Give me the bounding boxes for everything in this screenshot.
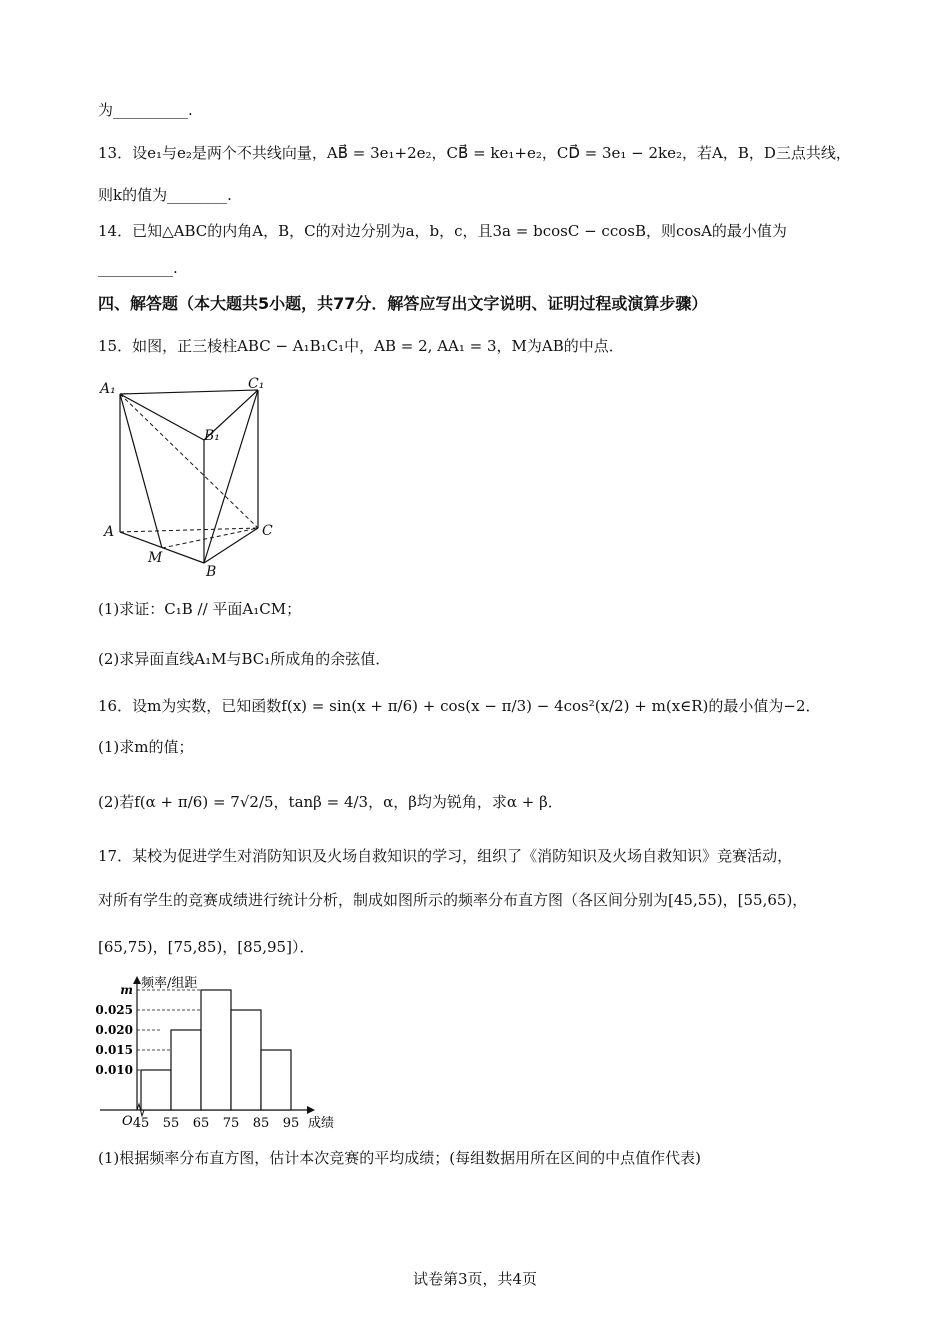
histogram-bar [261, 1050, 291, 1110]
q17-text-cont: 对所有学生的竞赛成绩进行统计分析，制成如图所示的频率分布直方图（各区间分别为[45,55)，[55,65)， [98, 891, 808, 909]
q16-text: 16．设m为实数，已知函数f(x) = sin(x + π/6) + cos(x − π/3) − 4cos²(x/2) + m(x∈R)的最小值为−2． [98, 697, 821, 715]
q16-part2: (2)若f(α + π/6) = 7√2/5，tanβ = 4/3，α，β均为锐角，求α + β． [98, 793, 563, 811]
q12-tail: 为__________. [98, 101, 193, 119]
q13-text-cont: 则k的值为________. [98, 186, 232, 204]
q16-part1: (1)求m的值； [98, 738, 194, 756]
x-tick-label: 85 [252, 1116, 270, 1131]
q15-text: 15．如图，正三棱柱ABC − A₁B₁C₁中，AB = 2, AA₁ = 3，M为AB的中点． [98, 337, 624, 355]
histogram-bar [201, 990, 231, 1110]
q15-part2: (2)求异面直线A₁M与BC₁所成角的余弦值． [98, 650, 391, 668]
q14-blank: __________. [98, 259, 178, 277]
y-tick-label: 0.015 [95, 1043, 133, 1057]
x-tick-label: 75 [222, 1116, 240, 1131]
y-axis-label: 频率/组距 [141, 976, 198, 991]
x-tick-label: 95 [282, 1116, 300, 1131]
edge-a1-c1 [120, 390, 258, 394]
y-tick-label: 0.025 [95, 1003, 133, 1017]
edge-a1-b1 [120, 394, 204, 440]
frequency-histogram [95, 970, 335, 1138]
x-axis-arrow [307, 1106, 315, 1114]
q15-part1: (1)求证：C₁B // 平面A₁CM； [98, 600, 302, 618]
x-axis-label: 成绩 [307, 1116, 335, 1131]
section-heading: 四、解答题（本大题共5小题，共77分．解答应写出文字说明、证明过程或演算步骤） [98, 294, 708, 313]
label-a1: A₁ [100, 381, 116, 397]
y-tick-label: m [120, 983, 133, 997]
q17-text: 17．某校为促进学生对消防知识及火场自救知识的学习，组织了《消防知识及火场自救知识》竞赛活动， [98, 847, 793, 865]
x-tick-label: 45 [132, 1116, 150, 1131]
q14-text: 14．已知△ABC的内角A，B，C的对边分别为a，b，c，且3a = bcosC − ccosB，则cosA的最小值为 [98, 222, 787, 240]
prism-figure [98, 370, 288, 585]
label-m: M [148, 550, 163, 566]
label-c: C [262, 523, 273, 539]
edge-b-c1 [204, 390, 258, 563]
label-a: A [104, 524, 115, 540]
x-tick-label: 55 [162, 1116, 180, 1131]
edge-a1-m [120, 394, 162, 548]
histogram-bar [141, 1070, 171, 1110]
q17-intervals: [65,75)，[75,85)，[85,95]）． [98, 938, 315, 956]
page-footer: 试卷第3页，共4页 [412, 1270, 538, 1288]
origin-label: O [122, 1114, 133, 1129]
y-tick-label: 0.010 [95, 1063, 133, 1077]
histogram-bar [171, 1030, 201, 1110]
y-tick-label: 0.020 [95, 1023, 133, 1037]
label-b: B [206, 564, 217, 580]
hidden-edge-a-c [120, 528, 258, 532]
label-c1: C₁ [248, 376, 265, 392]
q13-text: 13．设e₁与e₂是两个不共线向量，AB⃗ = 3e₁+2e₂，CB⃗ = ke₁+e₂，CD⃗ = 3e₁ − 2ke₂，若A，B，D三点共线， [98, 144, 851, 162]
y-axis-arrow [133, 976, 141, 984]
x-tick-label: 65 [192, 1116, 210, 1131]
histogram-bar [231, 1010, 261, 1110]
hidden-edge-a1-c [120, 394, 258, 528]
q17-part1: (1)根据频率分布直方图，估计本次竞赛的平均成绩；(每组数据用所在区间的中点值作代表) [98, 1149, 701, 1167]
label-b1: B₁ [204, 428, 220, 444]
